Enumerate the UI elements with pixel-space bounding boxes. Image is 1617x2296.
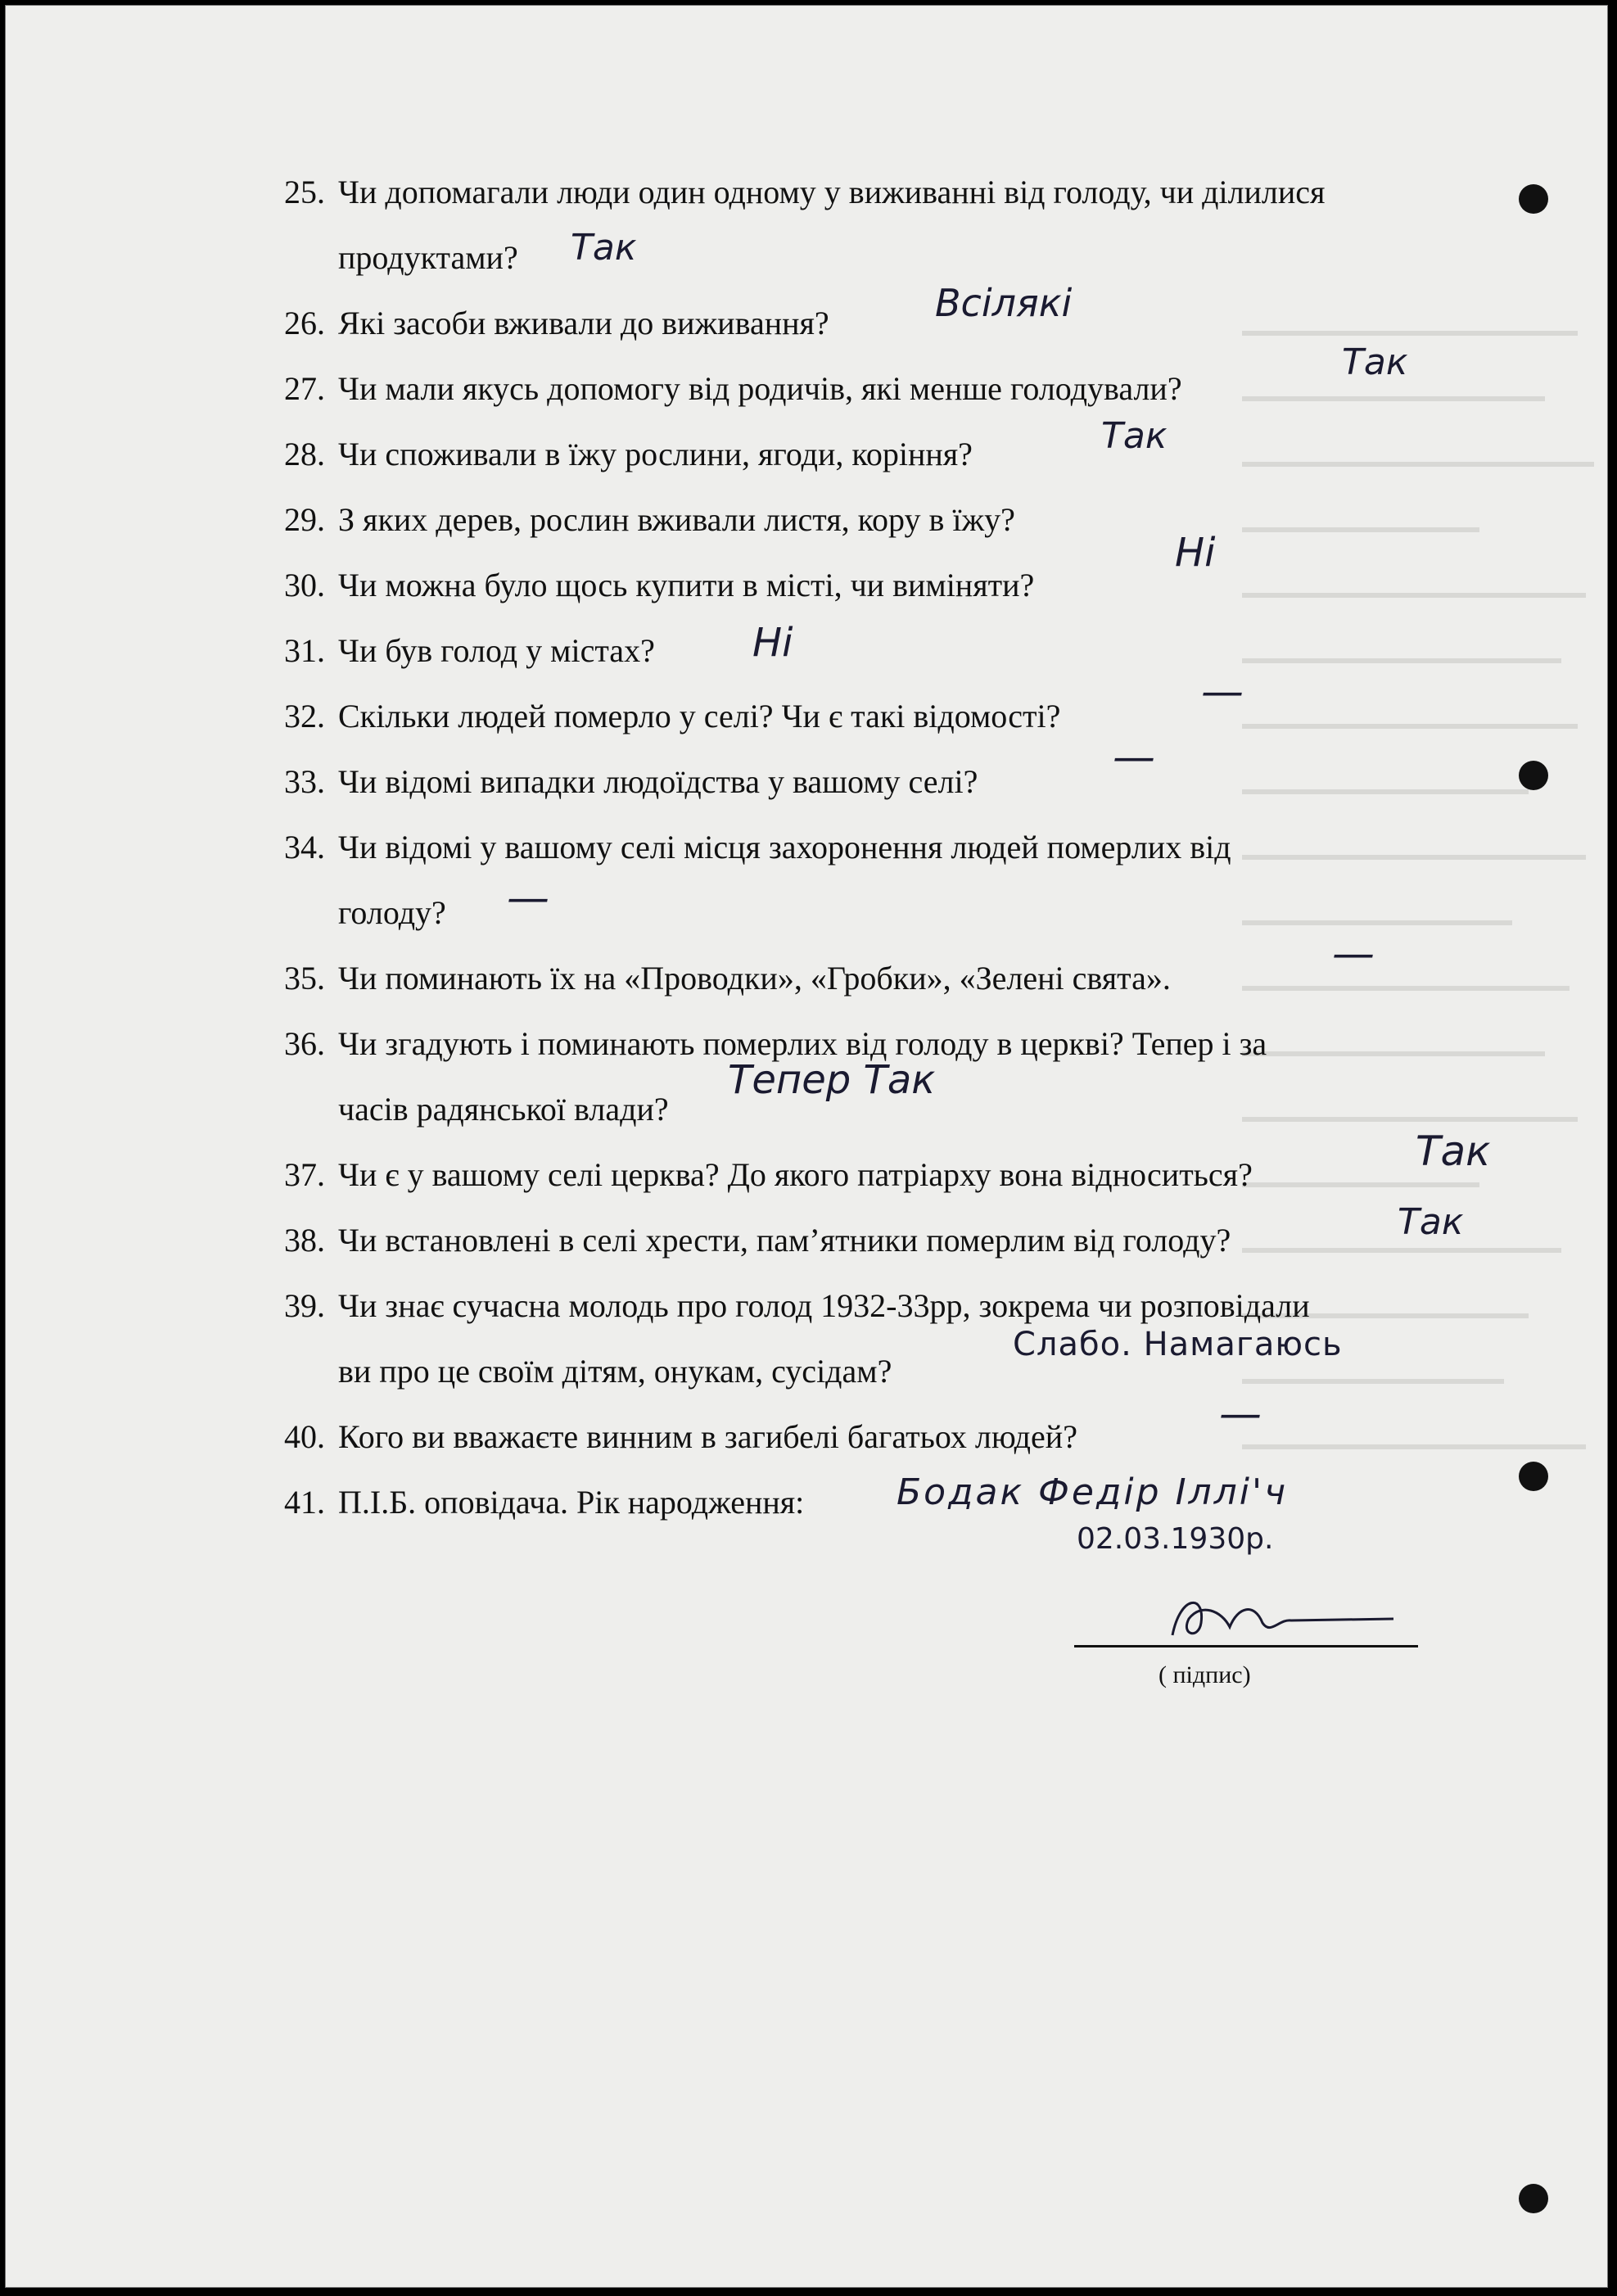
answer-38: Так xyxy=(1398,1201,1464,1243)
question-26 xyxy=(284,291,829,356)
question-text: Кого ви вважаєте винним в загибелі багатьох людей? xyxy=(338,1418,1077,1455)
question-text: Чи допомагали люди один одному у виживанні від голоду, чи ділилися xyxy=(338,174,1326,210)
question-number: 28. xyxy=(284,436,325,472)
question-text: Чи відомі у вашому селі місця захоронення людей померлих від xyxy=(338,829,1231,866)
question-34-continuation: голоду? xyxy=(338,894,446,931)
question-text: Чи поминають їх на «Проводки», «Гробки», «Зелені свята». xyxy=(338,960,1171,997)
question-number: 38. xyxy=(284,1222,325,1259)
question-number: 40. xyxy=(284,1418,325,1455)
question-30 xyxy=(284,553,1034,618)
question-text: Чи знає сучасна молодь про голод 1932-33рр, зокрема чи розповідали xyxy=(338,1287,1310,1324)
question-39-continuation: ви про це своїм дітям, онукам, сусідам? xyxy=(338,1353,892,1390)
question-text: Чи встановлені в селі хрести, пам’ятники померлим від голоду? xyxy=(338,1222,1231,1259)
question-number: 30. xyxy=(284,567,325,603)
question-36-continuation: часів радянської влади? xyxy=(338,1091,669,1128)
question-text: Чи відомі випадки людоїдства у вашому селі? xyxy=(338,763,978,800)
signature-label: ( підпис) xyxy=(1159,1661,1251,1688)
question-number: 33. xyxy=(284,763,325,800)
answer-34: — xyxy=(507,874,549,923)
answer-36: Тепер Так xyxy=(728,1057,936,1103)
question-text: Чи споживали в їжу рослини, ягоди, коріння? xyxy=(338,436,973,472)
question-27 xyxy=(284,356,1182,422)
question-number: 36. xyxy=(284,1025,325,1062)
question-25-continuation: продуктами? xyxy=(338,239,518,276)
punch-hole xyxy=(1519,184,1548,214)
punch-hole xyxy=(1519,1462,1548,1491)
question-number: 34. xyxy=(284,829,325,866)
answer-30: Ні xyxy=(1175,530,1216,576)
question-number: 31. xyxy=(284,632,325,669)
question-text: Чи мали якусь допомогу від родичів, які менше голодували? xyxy=(338,370,1182,407)
question-40 xyxy=(284,1404,1077,1470)
question-number: 37. xyxy=(284,1156,325,1193)
question-number: 25. xyxy=(284,174,325,210)
question-25 xyxy=(284,160,1325,225)
question-text: П.І.Б. оповідача. Рік народження: xyxy=(338,1484,805,1521)
question-text: Чи згадують і поминають померлих від голоду в церкві? Тепер і за xyxy=(338,1025,1267,1062)
question-number: 41. xyxy=(284,1484,325,1521)
answer-33: — xyxy=(1113,733,1155,782)
question-number: 27. xyxy=(284,370,325,407)
answer-28: Так xyxy=(1101,415,1168,457)
question-text: Скільки людей померло у селі? Чи є такі відомості? xyxy=(338,698,1061,734)
question-number: 29. xyxy=(284,501,325,538)
answer-39: Слабо. Намагаюсь xyxy=(1013,1326,1343,1363)
answer-37: Так xyxy=(1416,1128,1491,1175)
answer-35: — xyxy=(1332,929,1375,979)
answer-31: Ні xyxy=(752,620,793,666)
question-33 xyxy=(284,749,978,815)
question-number: 39. xyxy=(284,1287,325,1324)
answer-41-name: Бодак Федір Іллі'ч xyxy=(897,1471,1289,1513)
punch-hole xyxy=(1519,2184,1548,2213)
answer-40: — xyxy=(1219,1390,1262,1439)
answer-26: Всілякі xyxy=(935,281,1073,325)
signature-line xyxy=(1074,1645,1418,1647)
question-text: Чи був голод у містах? xyxy=(338,632,655,669)
answer-32: — xyxy=(1201,667,1244,716)
paper-sheet xyxy=(5,5,1608,2288)
signature-scribble xyxy=(1156,1586,1402,1652)
question-29 xyxy=(284,487,1015,553)
question-31 xyxy=(284,618,655,684)
question-text: З яких дерев, рослин вживали листя, кору в їжу? xyxy=(338,501,1015,538)
question-28 xyxy=(284,422,973,487)
question-41 xyxy=(284,1470,804,1535)
question-32 xyxy=(284,684,1060,749)
question-text: Чи можна було щось купити в місті, чи виміняти? xyxy=(338,567,1035,603)
question-37 xyxy=(284,1142,1253,1208)
answer-27: Так xyxy=(1342,341,1408,383)
question-34 xyxy=(284,815,1231,880)
answer-25: Так xyxy=(571,227,637,269)
punch-hole xyxy=(1519,761,1548,790)
question-number: 35. xyxy=(284,960,325,997)
question-text: Які засоби вживали до виживання? xyxy=(338,305,829,341)
question-38 xyxy=(284,1208,1231,1273)
question-number: 26. xyxy=(284,305,325,341)
question-number: 32. xyxy=(284,698,325,734)
answer-41-birthdate: 02.03.1930р. xyxy=(1077,1522,1274,1556)
question-text: Чи є у вашому селі церква? До якого патріарху вона відноситься? xyxy=(338,1156,1253,1193)
question-35 xyxy=(284,946,1171,1011)
